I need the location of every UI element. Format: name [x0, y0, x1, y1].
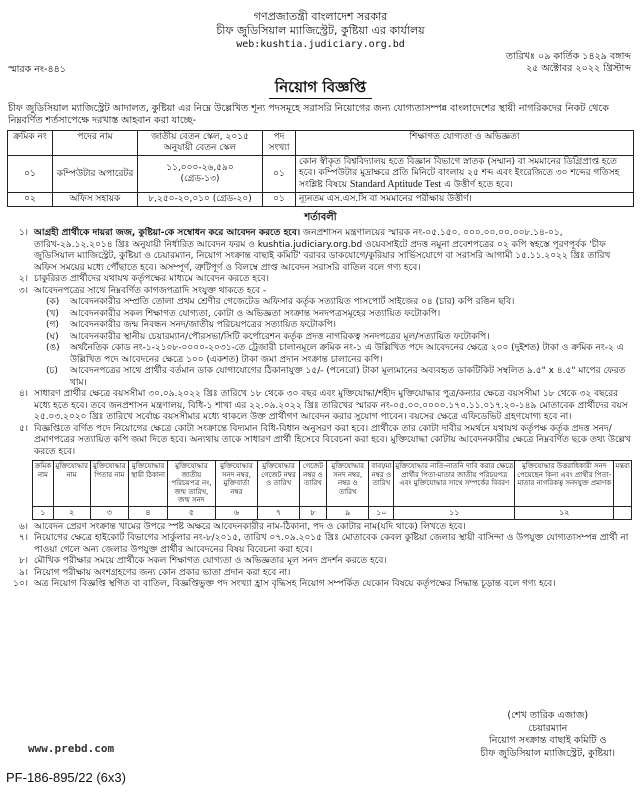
condition-3-text: আবেদনপত্রের সাথে নিম্নবর্ণিত কাগজপত্রাদি সংযুক্ত থাকতে হবে -	[34, 285, 267, 296]
list-item	[6, 297, 635, 309]
signatory-name: (শেখ তারিক এজাজ)	[507, 710, 589, 721]
grid-number: ৮	[299, 506, 326, 519]
row-post: অফিস সহায়ক	[53, 193, 138, 207]
header-post: পদের নাম	[53, 131, 138, 156]
grid-header: মন্তব্য	[614, 461, 632, 507]
grid-number: ৫	[168, 506, 216, 519]
aptitude-test: Standard Aptitude Test	[349, 179, 442, 190]
condition-2-text: চাকুরিরত প্রার্থীদের যথাযথ কর্তৃপক্ষের মাধ্যমে আবেদন করতে হবে।	[34, 274, 269, 284]
row-scale: ৮,২৫০-২০,০১০ (গ্রেড-২০)	[138, 193, 263, 207]
list-item	[6, 309, 635, 321]
watermark-site: www.prebd.com	[28, 742, 115, 755]
row-count: ০১	[263, 156, 296, 193]
condition-8	[6, 556, 635, 568]
table-row	[8, 156, 634, 193]
office-website: web:kushtia.judiciary.org.bd	[236, 39, 405, 50]
grid-number: ১২	[515, 506, 614, 519]
condition-10	[6, 579, 635, 591]
grid-header: মুক্তিযোদ্ধার নাতি-নাতনি দাবি করার ক্ষেত্রে প্রার্থীর পিতা-মাতার জাতীয় পরিচয়পত্র এবং মুক্তিযোদ্ধার সাথে সম্পর্কের বিবরণ	[394, 461, 515, 507]
grade-value: (গ্রেড-১৩)	[180, 174, 220, 184]
condition-1	[6, 228, 635, 274]
freedom-fighter-grid	[32, 460, 632, 520]
row-qualification: ন্যূনতম এস.এস.সি বা সমমানের পরীক্ষায় উত্তীর্ণ।	[296, 193, 634, 207]
grid-header-row	[33, 461, 632, 507]
grid-header: মুক্তিযোদ্ধার উত্তরাধিকারী সনদ পেয়েছেন কিনা এবং প্রার্থীর পিতা-মাতার নাগরিকত্ব সনদযুক্ত প্রমাণক	[515, 461, 614, 507]
memo-number: স্মারক নং-৪৪১	[8, 64, 66, 75]
notice-page	[6, 4, 635, 796]
sub-text: আবেদনকারীর স্থানীয় চেয়ারম্যান/পৌরসভা/সিটি কর্পোরেশন কর্তৃক প্রদত্ত নাগরিকত্ব সনদপত্রের মূল/সত্যায়িত ফটোকপি।	[70, 331, 490, 342]
sub-label: (ঘ)	[46, 331, 59, 342]
qualification-end: এ উত্তীর্ণ হতে হবে।	[444, 180, 513, 190]
grid-header: মুক্তিযোদ্ধার স্থায়ী ঠিকানা	[129, 461, 168, 507]
grid-header: মুক্তিযোদ্ধার গেজেট নম্বর ও তারিখ	[258, 461, 300, 507]
office-title: চীফ জুডিসিয়াল ম্যাজিস্ট্রেট, কুষ্টিয়া এর কার্যালয়	[216, 24, 425, 37]
sub-label: (ক)	[46, 297, 60, 307]
condition-number: ৭।	[18, 533, 28, 543]
intro-paragraph: চীফ জুডিসিয়াল ম্যাজিস্ট্রেট আদালত, কুষ্টিয়া এর নিম্নে উল্লেখিত শূন্য পদসমূহে সরাসরি নিয়োগের জন্য যোগ্যতাসম্পন্ন বাংলাদেশের স্থায়ী নাগরিকদের নিকট থেকে নিম্নবর্ণিত শর্তসাপেক্ষে দরখাস্ত আহবান করা যাচ্ছে-	[8, 103, 609, 126]
sub-label: (ঙ)	[46, 343, 60, 353]
reference-line	[6, 51, 635, 81]
condition-3	[6, 286, 635, 298]
sub-label: (খ)	[46, 308, 59, 319]
date-bangla: ০৯ কার্তিক ১৪২৯ বঙ্গাব্দ	[538, 51, 631, 62]
grid-number: ১১	[394, 506, 515, 519]
condition-4-text: সাধারণ প্রার্থীর ক্ষেত্রে বয়সসীমা ৩০.০৯.২০২২ খ্রিঃ তারিখে ১৮ থেকে ৩০ বছর এবং মুক্তিযোদ্ধা/শহীদ মুক্তিযোদ্ধার পুত্র/কন্যার ক্ষেত্রে বয়সসীমা ১৮ থেকে ৩২ বছরের মধ্যে হতে হবে। তবে জনপ্রশাসন মন্ত্রণালয়, বিধি-১ শাখা এর ২২.০৯.২০২২ খ্রিঃ তারিখের স্মারক নং-০৫.০০.০০০০.১৭০.১১.০১৭.২০-১৪৯ মোতাবেক প্রার্থীদের বয়স ২৫.০৩.২০২০ খ্রিঃ তারিখে সর্বোচ্চ বয়সসীমার মধ্যে থাকলে উক্ত প্রার্থীগণ আবেদন করার সুযোগ পাবেন। বয়সের ক্ষেত্রে এফিডেভিট গ্রহণযোগ্য হবে না।	[34, 389, 628, 422]
grid-header: মুক্তিযোদ্ধার জাতীয় পরিচয়পত্র নং, জন্ম তারিখ, জন্ম সনদ	[168, 461, 216, 507]
notice-date	[506, 51, 631, 75]
condition-10-text: অত্র নিয়োগ বিজ্ঞপ্তি স্থগিত বা বাতিল, বিজ্ঞপ্তিভুক্ত পদ সংখ্যা হ্রাস বৃদ্ধিসহ নিয়োগ সম্পর্কিত যেকোন বিষয়ে কর্তৃপক্ষের সিদ্ধান্ত চূড়ান্ত বলে গণ্য হবে।	[34, 579, 556, 589]
row-count: ০১	[263, 193, 296, 207]
grid-number: ৭	[258, 506, 300, 519]
sub-label: (চ)	[46, 366, 58, 376]
condition-number: ৮।	[18, 556, 28, 566]
condition-number: ১।	[18, 228, 28, 238]
grid-number	[614, 506, 632, 519]
grid-number: ১০	[369, 506, 394, 519]
grid-number: ২	[53, 506, 90, 519]
condition-number: ৫।	[18, 423, 28, 434]
list-item	[6, 332, 635, 344]
condition-5	[6, 424, 635, 459]
grid-number: ৬	[215, 506, 257, 519]
conditions-list	[6, 228, 635, 591]
condition-6-text: আবেদন প্রেরণ সংক্রান্ত খামের উপরে স্পষ্ট অক্ষরে আবেদনকারীর নাম-ঠিকানা, পদ ও কোটার নাম(যদি থাকে) লিখতে হবে।	[34, 521, 466, 532]
grid-number: ১	[33, 506, 54, 519]
condition-number: ৩।	[18, 285, 28, 296]
condition-5-text: বিজ্ঞপ্তিতে বর্ণিত পদে নিয়োগের ক্ষেত্রে কোটা সংক্রান্তে বিদ্যমান বিধি-বিধান অনুসরণ করা হবে। প্রার্থীকে তার কোটা দাবীর সমর্থনে যথাযথ কর্তৃপক্ষ কর্তৃক প্রদত্ত সনদ/প্রমাণপত্রের সত্যায়িত কপি জমা দিতে হবে। অন্যথায় তাকে সাধারণ প্রার্থী হিসেবে বিবেচনা করা হবে। মুক্তিযোদ্ধা কোটায় আবেদনকারীর ক্ষেত্রে নিম্নবর্ণিত ছকে তথ্য উল্লেখ করতে হবে।	[34, 423, 631, 457]
header-scale: জাতীয় বেতন স্কেল, ২০১৫ অনুযায়ী বেতন স্কেল	[138, 131, 263, 156]
list-item	[6, 366, 635, 389]
grid-header: বাবা/মা নম্বর ও তারিখ	[369, 461, 394, 507]
condition-4	[6, 389, 635, 424]
conditions-title: শর্তাবলী	[304, 212, 337, 223]
date-english: ২৫ অক্টোবর ২০২২ খ্রিস্টাব্দ	[526, 63, 631, 74]
posts-table	[7, 130, 634, 207]
grid-number: ৪	[129, 506, 168, 519]
grid-header: মুক্তিযোদ্ধার নাম	[53, 461, 90, 507]
sub-text: আবেদনকারীর সম্প্রতি তোলা প্রথম শ্রেণীর গেজেটেড অফিসার কর্তৃক সত্যায়িত পাসপোর্ট সাইজের ০৪ (চার) কপি রঙিন ছবি।	[70, 297, 515, 307]
sub-label: (গ)	[46, 320, 59, 330]
condition-9-text: নিয়োগ পরীক্ষায় অংশগ্রহণের জন্য কোন প্রকার ভাতা প্রদান করা হবে না।	[34, 567, 291, 578]
row-post: কম্পিউটার অপারেটর	[53, 156, 138, 193]
row-serial: ০১	[8, 156, 53, 193]
grid-header: ক্রমিক নাম	[33, 461, 54, 507]
header-count: পদ সংখ্যা	[263, 131, 296, 156]
header-serial: ক্রমিক নং	[8, 131, 53, 156]
condition-8-text: মৌখিক পরীক্ষার সময়ে প্রার্থীকে সকল শিক্ষাগত যোগ্যতা ও অভিজ্ঞতার মূল সনদ প্রদর্শন করতে হবে।	[34, 556, 387, 566]
condition-1-heading: আগ্রহী প্রার্থীকে দায়রা জজ, কুষ্টিয়া-কে সম্বোধন করে আবেদন করতে হবে।	[34, 228, 301, 238]
list-item	[6, 320, 635, 332]
signatory-role: চেয়ারম্যান	[528, 722, 568, 734]
row-scale	[138, 156, 263, 193]
govt-title: গণপ্রজাতন্ত্রী বাংলাদেশ সরকার	[253, 10, 388, 23]
condition-number: ৪।	[18, 389, 28, 399]
signatory-office: চীফ জুডিসিয়াল ম্যাজিস্ট্রেট, কুষ্টিয়া।	[480, 747, 615, 759]
date-label: তারিখঃ	[505, 51, 535, 62]
qualification-text: কোন স্বীকৃত বিশ্ববিদ্যালয় হতে বিজ্ঞান বিভাগে স্নাতক (সম্মান) বা সমমানের ডিগ্রিপ্রাপ্ত হতে হবে। কম্পিউটার মুদ্রাক্ষরে প্রতি মিনিটে বাংলায় ২৫ শব্দ এবং ইংরেজিতে ৩০ শব্দের গতিসহ সংশ্লিষ্ট বিষয়ে	[299, 157, 620, 190]
publication-code: PF-186-895/22 (6x3)	[6, 770, 126, 785]
scale-value: ১১,০০০-২৬,৫৯০	[166, 163, 234, 173]
sub-text: অর্থনৈতিক কোড নং-১-২১০৮-০০০০-২০৩১-তে ট্রেজারী চালানমূলে ক্রমিক নং-১ এ উল্লিখিত পদে আবেদনের ক্ষেত্রে ২০০ (দুইশত) টাকা ও ক্রমিক নং-২ এ উল্লিখিত পদে আবেদনের ক্ষেত্রে ১০০ (একশত) টাকা জমা প্রদান সংক্রান্ত চালানের কপি।	[70, 343, 624, 365]
row-qualification	[296, 156, 634, 193]
condition-7	[6, 533, 635, 556]
sub-text: আবেদনকারীর সকল শিক্ষাগত যোগ্যতা, কোটা ও অভিজ্ঞতা সংক্রান্ত সনদপত্রসমূহের সত্যায়িত ফটোকপি।	[70, 308, 441, 319]
row-serial: ০২	[8, 193, 53, 207]
grid-header: গেজেট নম্বর ও তারিখ	[299, 461, 326, 507]
condition-number: ২।	[18, 274, 28, 284]
condition-1-text: জনপ্রশাসন মন্ত্রণালয়ের স্মারক নং-০৫.১৫০. ০০০.০০.০০.০০৮.১৪-০১, তারিখ-২৯.১২.২০১৪ খ্রিঃ অনুযায়ী নির্ধারিত আবেদন ফরম ও kushtia.judiciary.org.bd ওয়েবসাইটে প্রদত্ত নমুনা প্রবেশপত্রের ০২ কপি স্বহস্তে পূরণপূর্বক 'চীফ জুডিসিয়াল ম্যাজিস্ট্রেট, কুষ্টিয়া ও চেয়ারম্যান, নিয়োগ সংক্রান্ত বাছাই কমিটি' বরাবর ডাকযোগে/কুরিয়ার সার্ভিসযোগে বা সরাসরি আগামী ১৫.১১.২০২২ খ্রিঃ তারিখ অফিস সময়ের মধ্যে পৌঁছাতে হবে। অসম্পূর্ণ, ত্রুটিপূর্ণ ও বিলম্বে প্রাপ্ত আবেদন সরাসরি বাতিল বলে গণ্য হবে।	[34, 228, 611, 273]
grid-header: মুক্তিযোদ্ধার সনদ নম্বর, নম্বর ও তারিখ	[327, 461, 369, 507]
header-qualification: শিক্ষাগত যোগ্যতা ও অভিজ্ঞতা	[296, 131, 634, 156]
condition-number: ৯।	[18, 567, 28, 578]
grid-number: ৯	[327, 506, 369, 519]
grid-header: মুক্তিযোদ্ধার সনদ নম্বর, মুক্তিবার্তা নম্বর	[215, 461, 257, 507]
condition-6	[6, 522, 635, 534]
sub-text: আবেদনপত্রের সাথে প্রার্থীর বর্তমান ডাক যোগাযোগের ঠিকানাযুক্ত ১৫/- (পনেরো) টাকা মূল্যমানের অব্যবহৃত ডাকটিকিট সম্বলিত ৯.৫" x ৪.৫" মাপের ফেরত খাম।	[70, 366, 626, 388]
signatory-committee: নিয়োগ সংক্রান্ত বাছাই কমিটি ও	[488, 735, 607, 746]
table-row	[8, 193, 634, 207]
grid-header: মুক্তিযোদ্ধার পিতার নাম	[90, 461, 129, 507]
condition-9	[6, 568, 635, 580]
signature-block	[480, 710, 615, 760]
condition-2	[6, 274, 635, 286]
condition-number: ১০।	[13, 579, 28, 589]
notice-title: নিয়োগ বিজ্ঞপ্তি	[269, 77, 372, 99]
sub-text: আবেদনকারীর জন্ম নিবন্ধন সনদ/জাতীয় পরিচয়পত্রের সত্যায়িত ফটোকপি।	[70, 320, 336, 330]
list-item	[6, 343, 635, 366]
grid-number: ৩	[90, 506, 129, 519]
condition-7-text: নিয়োগের ক্ষেত্রে হাইকোর্ট বিভাগের সার্কুলার নং-৮/২০১৫, তারিখ ০৭.০৯.২০১৫ খ্রিঃ মোতাবেক কেবল কুষ্টিয়া জেলার স্থায়ী বাসিন্দা ও উপযুক্ত যোগ্যতাসম্পন্ন প্রার্থী না পাওয়া গেলে অন্য জেলার উপযুক্ত প্রার্থীর আবেদনের বিষয় বিবেচনা করা হবে।	[34, 533, 629, 555]
grid-number-row	[33, 506, 632, 519]
posts-table-header	[8, 131, 634, 156]
condition-number: ৬।	[18, 521, 28, 532]
